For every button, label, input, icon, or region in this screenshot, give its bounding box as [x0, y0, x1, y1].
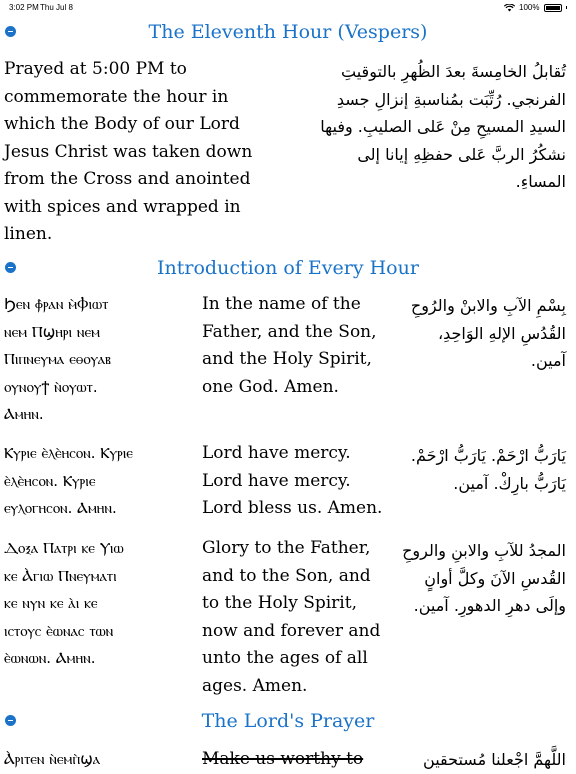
text-line: القُدسِ الآنَ وكلَّ أوانٍ — [424, 568, 566, 588]
arabic-text — [376, 746, 566, 774]
section-title[interactable]: Introduction of Every Hour — [157, 257, 419, 279]
text-line: الفرنجي. رُتِّبَت بمُناسبةِ إنزالِ جسدِ — [336, 89, 566, 109]
arabic-text — [376, 292, 566, 375]
text-line: unto the ages of all — [202, 648, 368, 668]
section-title[interactable]: The Eleventh Hour (Vespers) — [148, 21, 428, 43]
text-line: Ⲡⲓⲡⲛⲉⲩⲙⲁ ⲉⲑⲟⲩⲁⲃ — [4, 350, 111, 368]
text-line: Lord have mercy. — [202, 470, 351, 491]
text-line: Make us worthy to — [202, 749, 364, 769]
coptic-text — [4, 535, 124, 673]
text-line: آمين. — [530, 351, 566, 370]
status-date: Thu Jul 8 — [40, 3, 73, 12]
text-line: ⲓⲥⲧⲟⲩⲥ ⲉ̀ⲱⲛⲁⲥ ⲧⲱⲛ — [4, 621, 114, 640]
text-line: ⲟⲩⲛⲟⲩϯ ⲛ̀ⲟⲩⲱⲧ. — [4, 377, 98, 396]
section-title[interactable]: The Lord's Prayer — [201, 710, 375, 732]
english-text — [202, 291, 377, 401]
text-line: ⲉ̀ⲗⲉ̀ⲏⲥⲟⲛ. Ⲕⲩⲣⲓⲉ — [4, 471, 96, 490]
text-line: now and forever and — [202, 620, 381, 641]
text-line: ages. Amen. — [202, 675, 308, 696]
text-line: السيدِ المسيحِ مِنْ عَلى الصليبِ. وفيها — [320, 117, 566, 136]
vespers-arabic-text — [306, 58, 566, 196]
english-text — [202, 440, 382, 523]
text-line: Ϧⲉⲛ ⲫ̀ⲣⲁⲛ ⲙ̀Ⲫⲓⲱⲧ — [4, 295, 109, 313]
text-line: which the Body of our Lord — [4, 114, 240, 134]
text-line: In the name of the — [202, 294, 361, 314]
text-line: المجدُ للآبِ والابنِ والروحِ — [402, 541, 566, 560]
section-header-lords-prayer — [0, 709, 576, 735]
text-line: يَارَبُّ ارْحَمْ. يَارَبُّ ارْحَمْ. — [410, 446, 566, 465]
text-line: Ⲇⲟⲝⲁ Ⲡⲁⲧⲣⲓ ⲕⲉ Ⲩⲓⲱ — [4, 539, 124, 557]
text-line: from the Cross and anointed — [4, 169, 251, 189]
text-line: يَارَبُّ بارِكْ. آمين. — [453, 473, 566, 493]
arabic-text — [376, 537, 566, 620]
text-line: Ⲁ̀ⲣⲓⲧⲉⲛ ⲛ̀ⲉⲙⲡ̀ϣⲁ — [4, 750, 101, 768]
text-line: Jesus Christ was taken down — [4, 141, 253, 162]
section-header-vespers — [0, 20, 576, 46]
section-header-introduction — [0, 256, 576, 282]
text-line: المساءِ. — [515, 172, 566, 191]
text-line: Glory to the Father, — [202, 538, 371, 558]
text-line: بِسْمِ الآبِ والابنْ والرُوحِ — [410, 296, 566, 315]
text-line: and to the Son, and — [202, 565, 371, 586]
text-line: ⲛⲉⲙ Ⲡϣⲏⲣⲓ ⲛⲉⲙ — [4, 322, 100, 341]
wifi-icon — [504, 4, 515, 12]
text-line: linen. — [4, 224, 53, 244]
coptic-text — [4, 291, 111, 429]
battery-tip-icon — [566, 6, 568, 9]
text-line: اللَّهمَّ اجْعلنا مُستحقين — [423, 750, 566, 769]
text-line: ⲉⲩⲗⲟⲅⲏⲥⲟⲛ. Ⲁⲙⲏⲛ. — [4, 499, 117, 517]
text-line: نشكُرُ الربَّ عَلى حفظِهِ إيانا إلى — [357, 144, 566, 164]
text-line: Father, and the Son, — [202, 321, 377, 342]
english-text — [202, 746, 363, 774]
battery-icon — [544, 4, 562, 12]
text-line: ⲕⲉ Ⲁ̀ⲅⲓⲱ Ⲡⲛⲉⲩⲙⲁⲧⲓ — [4, 566, 117, 585]
text-line: with spices and wrapped in — [4, 196, 241, 217]
text-line: القُدُسِ الإلهِ الوَاحِدِ، — [437, 323, 566, 343]
text-line: وإلَى دهرِ الدهورِ. آمين. — [413, 596, 566, 615]
text-line: ⲉ̀ⲱⲛⲱⲛ. Ⲁⲙⲏⲛ. — [4, 649, 96, 667]
text-line: Lord have mercy. — [202, 443, 351, 463]
text-line: Prayed at 5:00 PM to — [4, 59, 187, 79]
text-line: commemorate the hour in — [4, 86, 229, 107]
text-line: one God. Amen. — [202, 376, 339, 397]
text-line: تُقابلُ الخامِسةَ بعدَ الظُهرِ بالتوقيتِ — [341, 62, 566, 81]
text-line: to the Holy Spirit, — [202, 593, 357, 613]
text-line: Ⲁⲙⲏⲛ. — [4, 405, 44, 423]
english-text — [202, 535, 380, 700]
battery-percent: 100% — [519, 3, 540, 12]
coptic-text — [4, 746, 100, 774]
status-time: 3:02 PM — [9, 3, 39, 12]
status-bar — [0, 0, 576, 16]
vespers-english-text — [4, 56, 252, 249]
status-right — [504, 3, 567, 12]
arabic-text — [376, 442, 566, 497]
text-line: ⲕⲉ ⲛⲩⲛ ⲕⲉ ⲁ̀ⲓ ⲕⲉ — [4, 594, 98, 612]
coptic-text — [4, 440, 133, 523]
text-line: Lord bless us. Amen. — [202, 498, 383, 518]
text-line: and the Holy Spirit, — [202, 349, 372, 369]
text-line: Ⲕⲩⲣⲓⲉ ⲉ̀ⲗⲉ̀ⲏⲥⲟⲛ. Ⲕⲩⲣⲓⲉ — [4, 444, 133, 462]
